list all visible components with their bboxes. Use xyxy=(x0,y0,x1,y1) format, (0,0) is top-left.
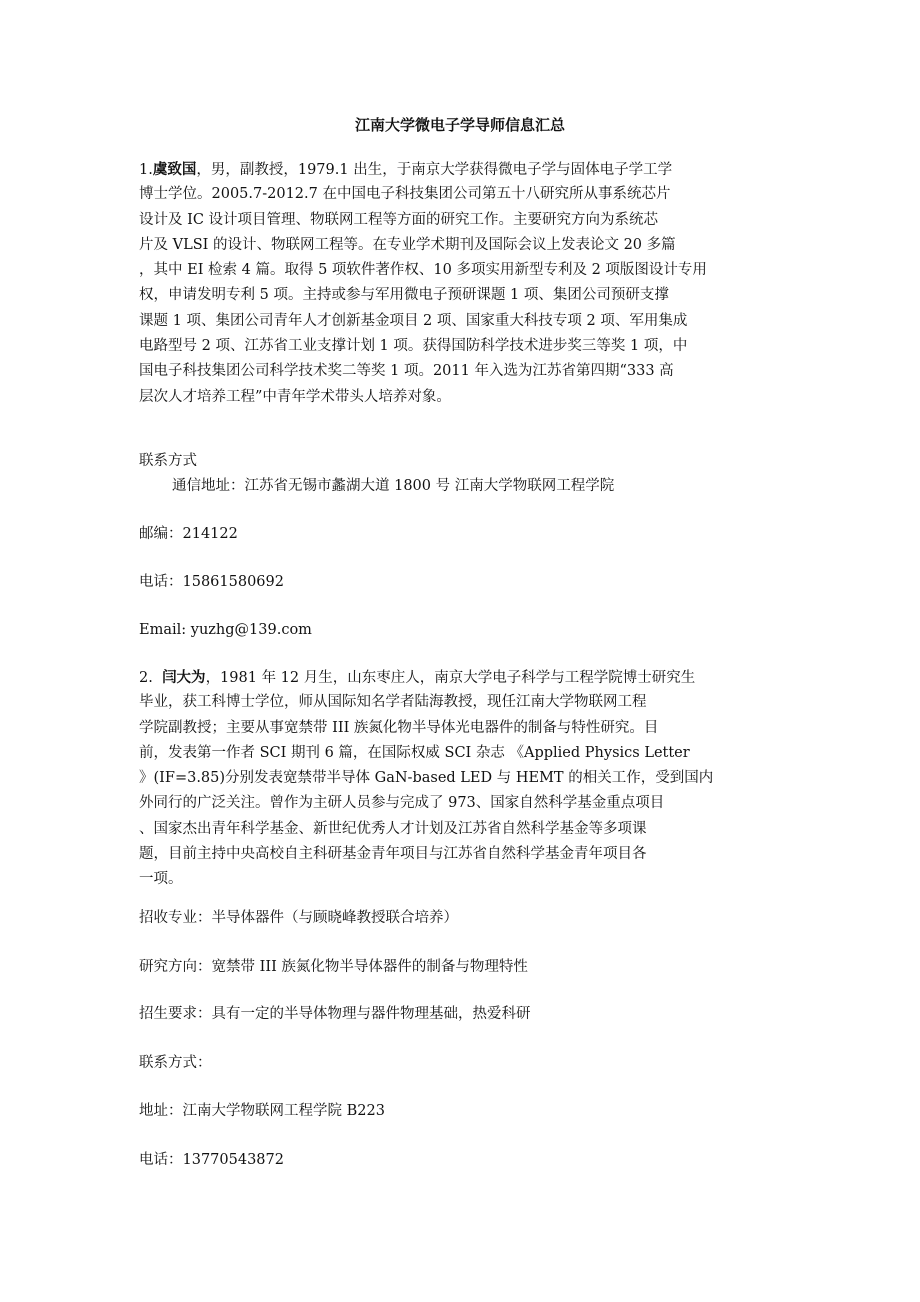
bio-line: 层次人才培养工程”中青年学术带头人培养对象。 xyxy=(139,388,451,405)
advisor-name: 闫大为 xyxy=(162,669,206,686)
bio-line: 片及 VLSI 的设计、物联网工程等。在专业学术期刊及国际会议上发表论文 20 多篇 xyxy=(139,236,676,253)
bio-line: ，其中 EI 检索 4 篇。取得 5 项软件著作权、10 多项实用新型专利及 2 项版图设计专用 xyxy=(139,262,707,279)
bio-line: 电路型号 2 项、江苏省工业支撑计划 1 项。获得国防科学技术进步奖三等奖 1 项，中 xyxy=(139,338,688,355)
advisor-number: 1. xyxy=(139,162,153,178)
advisor-name: 虞致国 xyxy=(152,161,197,178)
advisor-2-bio xyxy=(139,665,779,893)
document-title: 江南大学微电子学导师信息汇总 xyxy=(354,116,565,134)
bio-line: 》(IF=3.85)分别发表宽禁带半导体 GaN-based LED 与 HEMT 的相关工作，受到国内 xyxy=(139,770,714,787)
advisor-1-bio xyxy=(139,157,779,410)
bio-line: 外同行的广泛关注。曾作为主研人员参与完成了 973、国家自然科学基金重点项目 xyxy=(139,795,665,812)
bio-line: 设计及 IC 设计项目管理、物联网工程等方面的研究工作。主要研究方向为系统芯 xyxy=(139,211,659,228)
bio-line xyxy=(139,157,779,182)
bio-line: 权，申请发明专利 5 项。主持或参与军用微电子预研课题 1 项、集团公司预研支撑 xyxy=(139,287,669,304)
bio-text: ，1981 年 12 月生，山东枣庄人，南京大学电子科学与工程学院博士研究生 xyxy=(205,670,696,686)
advisor-2-phone: 电话：13770543872 xyxy=(139,1152,284,1168)
bio-line: 毕业，获工科博士学位，师从国际知名学者陆海教授，现任江南大学物联网工程 xyxy=(139,694,647,711)
advisor-1-phone: 电话：15861580692 xyxy=(139,574,284,590)
advisor-1-postcode: 邮编：214122 xyxy=(139,526,238,542)
bio-line: 博士学位。2005.7-2012.7 在中国电子科技集团公司第五十八研究所从事系统芯片 xyxy=(139,186,671,203)
advisor-2-address: 地址：江南大学物联网工程学院 B223 xyxy=(139,1103,385,1119)
bio-line xyxy=(139,665,779,690)
bio-text: ，男，副教授，1979.1 出生，于南京大学获得微电子学与固体电子学工学 xyxy=(196,162,673,178)
bio-line: 国电子科技集团公司科学技术奖二等奖 1 项。2011 年入选为江苏省第四期“333 高 xyxy=(139,363,674,380)
bio-line: 题，目前主持中央高校自主科研基金青年项目与江苏省自然科学基金青年项目各 xyxy=(139,846,647,863)
advisor-2-research: 研究方向：宽禁带 III 族氮化物半导体器件的制备与物理特性 xyxy=(139,959,528,975)
advisor-2-requirement: 招生要求：具有一定的半导体物理与器件物理基础，热爱科研 xyxy=(139,1006,531,1022)
bio-line: 、国家杰出青年科学基金、新世纪优秀人才计划及江苏省自然科学基金等多项课 xyxy=(139,820,647,837)
bio-line: 学院副教授；主要从事宽禁带 III 族氮化物半导体光电器件的制备与特性研究。目 xyxy=(139,719,659,736)
bio-line: 一项。 xyxy=(139,871,183,888)
advisor-1-contact-heading: 联系方式 xyxy=(139,453,197,469)
advisor-1-address: 通信地址：江苏省无锡市蠡湖大道 1800 号 江南大学物联网工程学院 xyxy=(172,478,615,494)
advisor-2-major: 招收专业：半导体器件（与顾晓峰教授联合培养） xyxy=(139,910,458,926)
advisor-2-contact-heading: 联系方式： xyxy=(139,1055,212,1071)
bio-line: 课题 1 项、集团公司青年人才创新基金项目 2 项、国家重大科技专项 2 项、军用集成 xyxy=(139,312,688,329)
bio-line: 前，发表第一作者 SCI 期刊 6 篇，在国际权威 SCI 杂志 《Applied Physics Letter xyxy=(139,744,690,761)
advisor-1-email[interactable]: Email: yuzhg@139.com xyxy=(139,622,312,638)
advisor-number: 2. xyxy=(139,670,163,686)
